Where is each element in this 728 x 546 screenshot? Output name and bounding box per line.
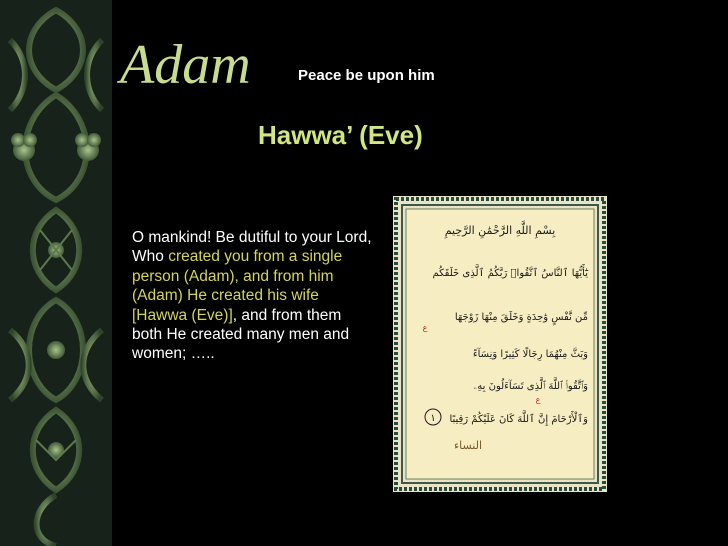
verse-number: ١ <box>430 413 436 424</box>
page-title: Adam <box>120 34 251 96</box>
quran-line-1: يَٰٓأَيُّهَا ٱلنَّاسُ ٱتَّقُوا۟ رَبَّكُمُ ٱلَّذِى خَلَقَكُم <box>432 268 588 279</box>
quran-line-5: وَٱلْأَرْحَامَ إِنَّ ٱللَّهَ كَانَ عَلَيْكُمْ رَقِيبًا <box>449 414 588 425</box>
verse-translation <box>132 228 372 364</box>
subtitle: Peace be upon him <box>298 67 435 84</box>
basmala: بِسْمِ اللَّهِ الرَّحْمَٰنِ الرَّحِيمِ <box>444 224 556 237</box>
surah-name: النساء <box>453 439 483 452</box>
verse-highlight: created you from a single person (Adam), and from him (Adam) He created his wife [Hawwa (Eve)] <box>132 248 343 324</box>
section-mark-2: ع <box>535 395 541 404</box>
section-mark-1: ع <box>422 323 428 332</box>
scripture-image <box>393 196 607 492</box>
quran-page <box>393 196 607 492</box>
quran-line-3: وَبَثَّ مِنْهُمَا رِجَالًا كَثِيرًا وَنِسَآءً <box>472 349 588 360</box>
arabesque-pattern <box>0 0 112 546</box>
section-heading: Hawwa’ (Eve) <box>258 120 423 150</box>
decorative-ornament-panel <box>0 0 112 546</box>
quran-line-2: مِّن نَّفْسٍ وَٰحِدَةٍ وَخَلَقَ مِنْهَا زَوْجَهَا <box>454 312 588 323</box>
quran-line-4: وَٱتَّقُوا۟ ٱللَّهَ ٱلَّذِى تَسَآءَلُونَ بِهِۦ <box>473 381 588 392</box>
verse-text-part3: , and from them both He created many men and women; ….. <box>132 306 350 363</box>
verse-text-part1: O mankind! Be dutiful to your Lord, Who <box>132 229 372 266</box>
